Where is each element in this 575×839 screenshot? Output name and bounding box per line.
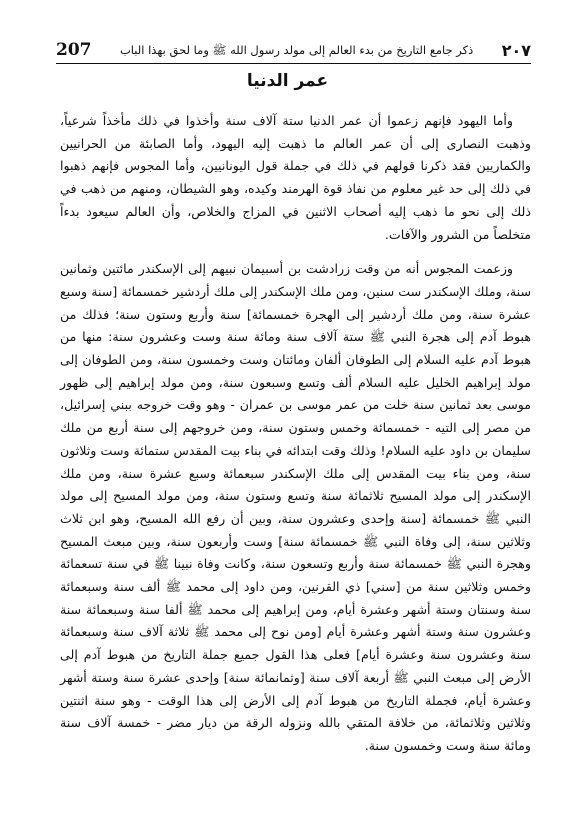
section-title: عمر الدنيا <box>246 71 329 91</box>
paragraph: وزعمت المجوس أنه من وقت زرادشت بن أسبيمان نبيهم إلى الإسكندر مائتين وثمانين سنة، وملك الإسكندر ست سنين، ومن ملك الإسكندر إلى ملك أردشير خمسمائة [سنة وسبع عشرة سنة، ومن ملك أردشير إلى الهجرة خمسمائة] سنة وأربع وستون سنة؛ فذلك من هبوط آدم إلى هجرة النبي ﷺ ستة آلاف سنة ومائة سنة وست وعشرون سنة: منها من هبوط آدم عليه السلام إلى الطوفان ألفان ومائتان وست وخمسون سنة، ومن الطوفان إلى مولد إبراهيم الخليل عليه السلام ألف وتسع وسبعون سنة، ومن مولد إبراهيم إلى ظهور موسى بعد ثمانين سنة خلت من عمر موسى بن عمران - وهو وقت خروجه ببني إسرائيل، من مصر إلى التيه - خمسمائة وخمس وستون سنة، ومن خروجهم إلى سنة أربع من ملك سليمان بن داود عليه السلام! وذلك وقت ابتدائه في بناء بيت المقدس ستمائة وست وثلاثون سنة، ومن بناء بيت المقدس إلى ملك الإسكندر سبعمائة وسبع عشرة سنة، ومن ملك الإسكندر إلى مولد المسيح ثلاثمائة سنة وتسع وستون سنة، ومن مولد المسيح إلى مولد النبي ﷺ خمسمائة [سنة وإحدى وعشرون سنة، وبين أن رفع الله المسيح، وهو ابن ثلاث وثلاثين سنة، إلى وفاة النبي ﷺ خمسمائة سنة] وست وأربعون سنة، وبين مبعث المسيح وهجرة النبي ﷺ خمسمائة سنة وأربع وتسعون سنة، وكانت وفاة نبينا ﷺ في سنة تسعمائة وخمس وثلاثين سنة من [سني] ذي القرنين، ومن داود إلى محمد ﷺ ألف سنة وسبعمائة سنة وسنتان وستة أشهر وعشرة أيام، ومن إبراهيم إلى محمد ﷺ ألفا سنة وسبعمائة سنة وعشرون سنة وستة أشهر وعشرة أيام [ومن نوح إلى محمد ﷺ ثلاثة آلاف سنة وسبعمائة سنة وعشرون سنة وعشرة أيام] فعلى هذا القول جميع جملة التاريخ من هبوط آدم إلى الأرض إلى مبعث النبي ﷺ أربعة آلاف سنة [وثمانمائة سنة] وإحدى عشرة سنة وستة أشهر وعشرة أيام، فجملة التاريخ من هبوط آدم إلى الأرض إلى هذا الوقت - وهو سنة اثنتين وثلاثين وثلاثمائة، من خلافة المتقي بالله ونزوله الرقة من ديار مضر - خمسة آلاف سنة ومائة سنة وست وخمسون سنة. <box>60 261 531 753</box>
running-title: ذكر جامع التاريخ من بدء العالم إلى مولد رسول الله ﷺ وما لحق بهذا الباب <box>119 43 474 57</box>
page-number-arabic: ٢٠٧ <box>501 41 531 60</box>
page-header <box>56 30 531 64</box>
page-number-latin: 207 <box>56 40 92 60</box>
body-text <box>60 110 531 758</box>
paragraph: وأما اليهود فإنهم زعموا أن عمر الدنيا ستة آلاف سنة وأخذوا في ذلك مأخذاً شرعياً، وذهبت النصارى إلى أن عمر العالم ما ذهبت إليه اليهود، وأما الصابئة من الحرانيين والكماريين فقد ذكرنا قولهم في ذلك في جملة قول اليونانيين، وأما المجوس فإنهم ذهبوا في ذلك إلى حد غير معلوم من نفاذ قوة الهرمند وكيده، وهو الشيطان، ومنهم من ذهب في ذلك إلى نحو ما ذهب إليه أصحاب الاثنين في المزاج والخلاص، وأن العالم سيعود بدءاً متخلصاً من الشرور والآفات. <box>60 113 531 242</box>
